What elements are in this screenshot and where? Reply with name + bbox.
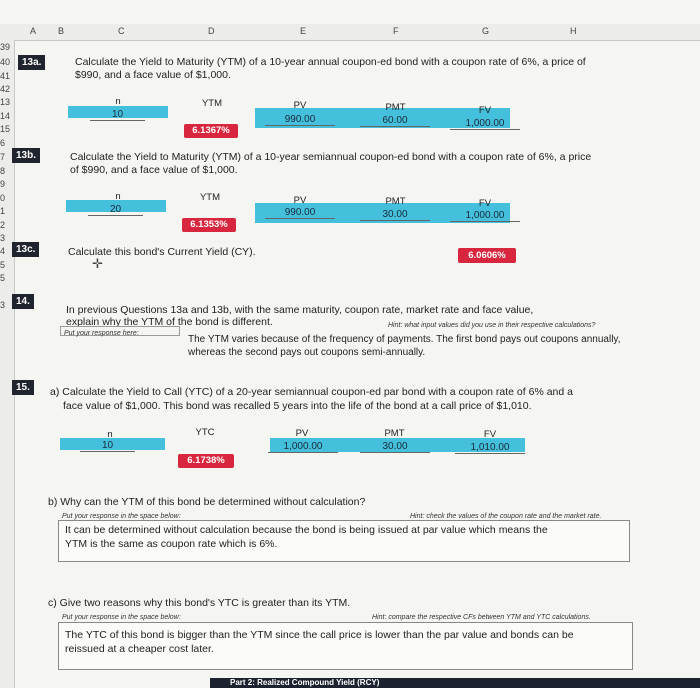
- row-num[interactable]: 15: [0, 124, 11, 134]
- q15a-fv-header: FV: [483, 429, 497, 440]
- row-num[interactable]: 39: [0, 42, 11, 52]
- row-num[interactable]: 42: [0, 84, 11, 94]
- q15a-n-header: n: [107, 429, 113, 440]
- row-num[interactable]: 40: [0, 57, 11, 67]
- q13a-ytm-header: YTM: [201, 98, 223, 109]
- row-num[interactable]: 1: [0, 206, 6, 216]
- q13a-fv-value[interactable]: 1,000.00: [450, 118, 520, 130]
- q13b-pmt-header: PMT: [385, 196, 406, 207]
- part-2-header: Part 2: Realized Compound Yield (RCY): [210, 678, 700, 688]
- row-num[interactable]: 41: [0, 71, 11, 81]
- q13b-fv-header: FV: [478, 198, 492, 209]
- row-num[interactable]: 7: [0, 152, 6, 162]
- q14-answer-line2[interactable]: whereas the second pays out coupons semi-annually.: [188, 347, 426, 358]
- q14-text-line1: In previous Questions 13a and 13b, with the same maturity, coupon rate, market rate and face value,: [66, 304, 534, 316]
- row-num[interactable]: 5: [0, 260, 6, 270]
- q15b-answer-box[interactable]: [58, 520, 630, 562]
- q15a-ytc-header: YTC: [195, 427, 215, 438]
- q13b-text-line2: of $990, and a face value of $1,000.: [70, 164, 238, 176]
- row-num[interactable]: 2: [0, 220, 6, 230]
- q15a-fv-value[interactable]: 1,010.00: [455, 442, 525, 454]
- row-num[interactable]: 8: [0, 166, 6, 176]
- q13a-pmt-header: PMT: [385, 102, 406, 113]
- row-num[interactable]: 0: [0, 193, 6, 203]
- q13b-ytm-header: YTM: [199, 192, 221, 203]
- q13b-text-line1: Calculate the Yield to Maturity (YTM) of a 10-year semiannual coupon-ed bond with a coupon rate of 6%, a price: [70, 151, 592, 163]
- q13a-pv-value[interactable]: 990.00: [265, 114, 335, 126]
- column-f[interactable]: F: [393, 26, 399, 36]
- q13a-fv-header: FV: [478, 105, 492, 116]
- column-g[interactable]: G: [482, 26, 490, 36]
- column-h[interactable]: H: [570, 26, 577, 36]
- q13b-fv-value[interactable]: 1,000.00: [450, 210, 520, 222]
- question-13b-label: 13b.: [12, 148, 40, 163]
- column-header-bar: [0, 24, 700, 41]
- question-14-label: 14.: [12, 294, 34, 309]
- q13a-text-line1: Calculate the Yield to Maturity (YTM) of a 10-year annual coupon-ed bond with a coupon rate of 6%, a price of: [75, 56, 586, 68]
- q15c-answer-line1: The YTC of this bond is bigger than the YTM since the call price is lower than the par value and bonds can be: [65, 629, 574, 641]
- row-num[interactable]: 5: [0, 273, 6, 283]
- q14-hint: Hint: what input values did you use in their respective calculations?: [388, 322, 596, 329]
- q13b-pv-header: PV: [293, 195, 307, 206]
- q13a-n-header: n: [115, 96, 121, 107]
- row-num[interactable]: 14: [0, 111, 11, 121]
- question-13c-label: 13c.: [12, 242, 39, 257]
- row-num[interactable]: 3: [0, 300, 6, 310]
- q15b-answer-line2: YTM is the same as coupon rate which is 6%.: [65, 538, 278, 550]
- column-c[interactable]: C: [118, 26, 125, 36]
- q15a-pmt-value[interactable]: 30.00: [360, 441, 430, 453]
- column-d[interactable]: D: [208, 26, 215, 36]
- q13c-cy-result[interactable]: 6.0606%: [458, 248, 516, 263]
- q13a-text-line2: $990, and a face value of $1,000.: [75, 69, 231, 81]
- q15c-text: c) Give two reasons why this bond's YTC is greater than its YTM.: [48, 597, 351, 609]
- row-num[interactable]: 9: [0, 179, 6, 189]
- q15b-answer-line1: It can be determined without calculation because the bond is being issued at par value which means the: [65, 524, 548, 536]
- q13c-text: Calculate this bond's Current Yield (CY).: [68, 246, 256, 258]
- row-num[interactable]: 4: [0, 246, 6, 256]
- q13a-ytm-result[interactable]: 6.1367%: [184, 124, 238, 138]
- column-a[interactable]: A: [30, 26, 37, 36]
- q13b-pmt-value[interactable]: 30.00: [360, 209, 430, 221]
- q13b-pv-value[interactable]: 990.00: [265, 207, 335, 219]
- column-e[interactable]: E: [300, 26, 307, 36]
- q13b-n-header: n: [115, 191, 121, 202]
- q15a-ytc-result[interactable]: 6.1738%: [178, 454, 234, 468]
- q13b-n-value[interactable]: 20: [88, 204, 143, 216]
- q15b-prompt: Put your response in the space below:: [62, 513, 181, 520]
- q15c-hint: Hint: compare the respective CFs between YTM and YTC calculations.: [372, 614, 591, 621]
- q15a-pv-header: PV: [295, 428, 309, 439]
- q15a-pmt-header: PMT: [384, 428, 405, 439]
- q15a-text-line2: face value of $1,000. This bond was recalled 5 years into the life of the bond at a call price of $1,010.: [63, 400, 532, 412]
- q15c-answer-box[interactable]: [58, 622, 633, 670]
- q13b-ytm-result[interactable]: 6.1353%: [182, 218, 236, 232]
- column-b[interactable]: B: [58, 26, 65, 36]
- q15c-prompt: Put your response in the space below:: [62, 614, 181, 621]
- q14-prompt: Put your response here:: [64, 330, 139, 337]
- q13a-pmt-value[interactable]: 60.00: [360, 115, 430, 127]
- question-15-label: 15.: [12, 380, 34, 395]
- row-num[interactable]: 13: [0, 97, 11, 107]
- question-13a-label: 13a.: [18, 55, 45, 70]
- q15c-answer-line2: reissued at a cheaper cost later.: [65, 643, 214, 655]
- q15a-n-value[interactable]: 10: [80, 440, 135, 452]
- row-num[interactable]: 3: [0, 233, 6, 243]
- q14-answer-line1[interactable]: The YTM varies because of the frequency of payments. The first bond pays out coupons annually,: [188, 334, 621, 345]
- row-num[interactable]: 6: [0, 138, 6, 148]
- q15a-pv-value[interactable]: 1,000.00: [268, 441, 338, 453]
- q13a-pv-header: PV: [293, 100, 307, 111]
- q14-text-line2: explain why the YTM of the bond is different.: [66, 316, 273, 328]
- q15a-text-line1: a) Calculate the Yield to Call (YTC) of a 20-year semiannual coupon-ed par bond with a coupon rate of 6% and a: [50, 386, 573, 398]
- cursor-crosshair-icon: ✛: [92, 256, 103, 271]
- q13a-n-value[interactable]: 10: [90, 109, 145, 121]
- q15b-text: b) Why can the YTM of this bond be determined without calculation?: [48, 496, 366, 508]
- q15b-hint: Hint: check the values of the coupon rate and the market rate.: [410, 513, 602, 520]
